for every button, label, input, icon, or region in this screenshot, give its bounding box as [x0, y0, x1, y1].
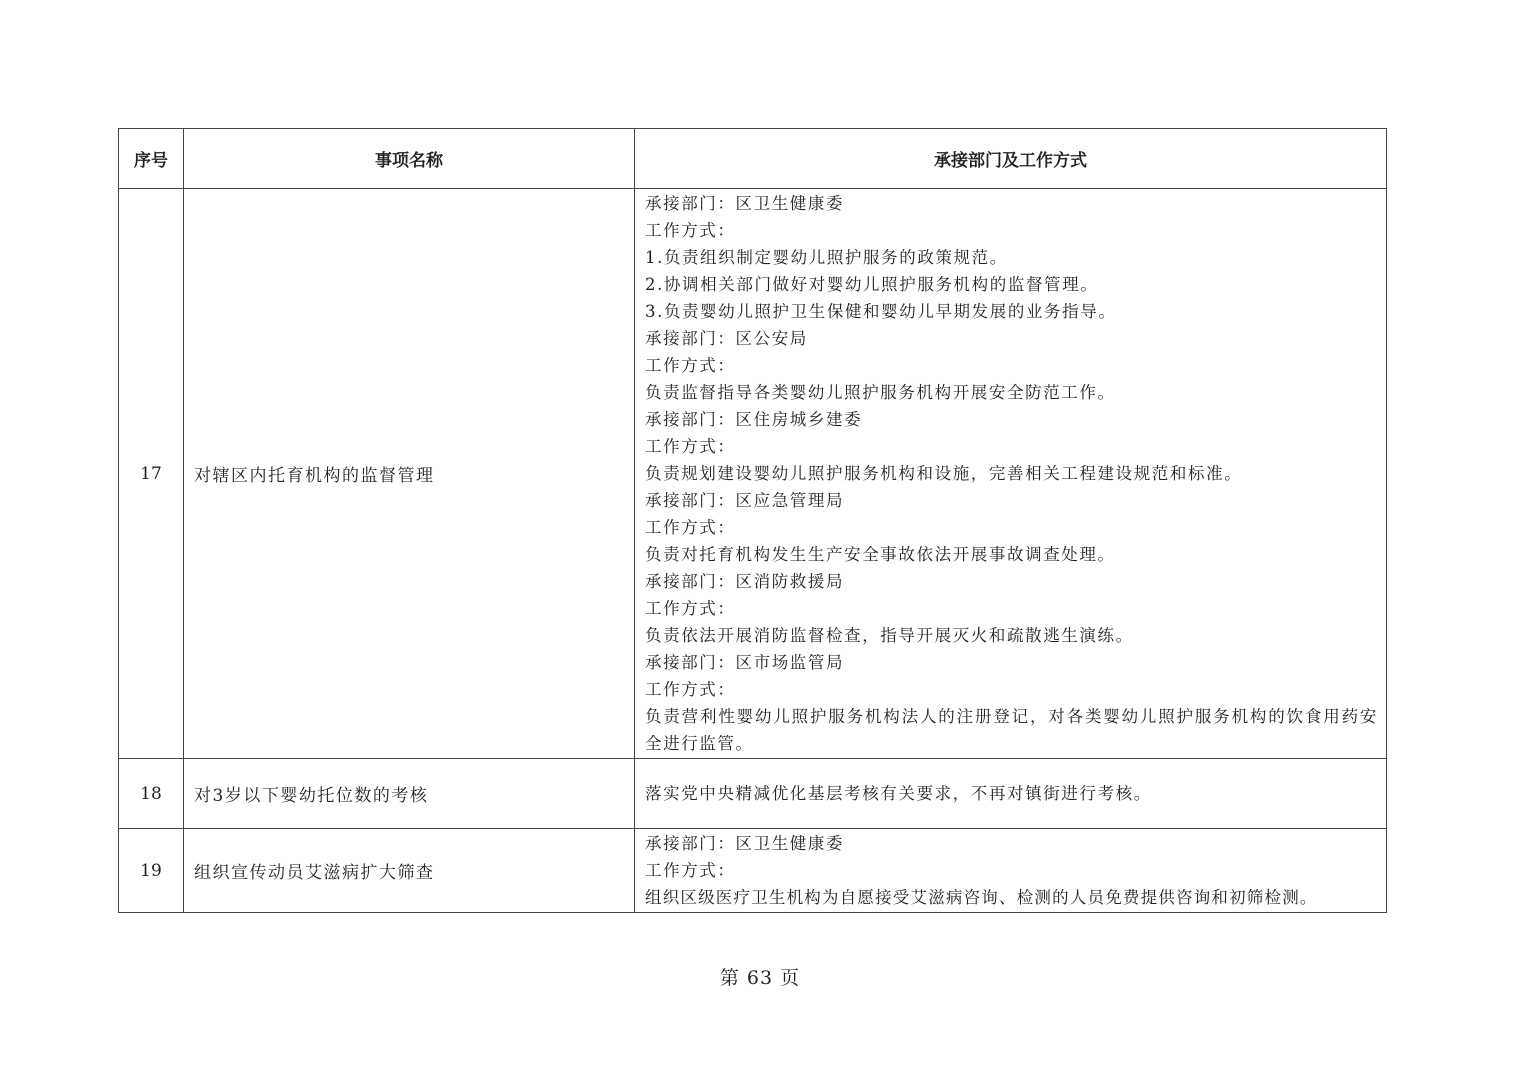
detail-line: 承接部门：区卫生健康委	[645, 194, 845, 213]
row-number: 18	[119, 759, 184, 829]
detail-line: 工作方式：	[645, 680, 736, 699]
table-header-row	[119, 129, 1387, 189]
table-row	[119, 829, 1387, 913]
detail-line: 工作方式：	[645, 437, 736, 456]
detail-line: 组织区级医疗卫生机构为自愿接受艾滋病咨询、检测的人员免费提供咨询和初筛检测。	[645, 888, 1318, 907]
detail-line: 负责对托育机构发生生产安全事故依法开展事故调查处理。	[645, 545, 1116, 564]
detail-line: 负责规划建设婴幼儿照护服务机构和设施，完善相关工程建设规范和标准。	[645, 464, 1243, 483]
header-detail: 承接部门及工作方式	[635, 129, 1387, 189]
detail-line: 工作方式：	[645, 861, 736, 880]
detail-line: 承接部门：区公安局	[645, 329, 808, 348]
detail-line: 承接部门：区消防救援局	[645, 572, 845, 591]
detail-line: 1.负责组织制定婴幼儿照护服务的政策规范。	[645, 248, 1008, 267]
table-row	[119, 759, 1387, 829]
row-number: 17	[119, 189, 184, 759]
header-name: 事项名称	[184, 129, 635, 189]
detail-line: 承接部门：区应急管理局	[645, 491, 845, 510]
detail-line: 负责营利性婴幼儿照护服务机构法人的注册登记，对各类婴幼儿照护服务机构的饮食用药安全进行监管。	[645, 707, 1378, 753]
detail-line: 工作方式：	[645, 518, 736, 537]
detail-line: 承接部门：区市场监管局	[645, 653, 845, 672]
row-matter-name: 对3岁以下婴幼托位数的考核	[184, 759, 635, 829]
row-matter-name: 组织宣传动员艾滋病扩大筛查	[184, 829, 635, 913]
detail-line: 承接部门：区卫生健康委	[645, 834, 845, 853]
row-detail	[635, 829, 1387, 913]
detail-line: 2.协调相关部门做好对婴幼儿照护服务机构的监督管理。	[645, 275, 1099, 294]
row-matter-name: 对辖区内托育机构的监督管理	[184, 189, 635, 759]
row-number: 19	[119, 829, 184, 913]
detail-line: 负责依法开展消防监督检查，指导开展灭火和疏散逃生演练。	[645, 626, 1134, 645]
detail-line: 3.负责婴幼儿照护卫生保健和婴幼儿早期发展的业务指导。	[645, 302, 1117, 321]
detail-line: 工作方式：	[645, 221, 736, 240]
detail-line: 工作方式：	[645, 599, 736, 618]
matters-table	[118, 128, 1387, 913]
detail-line: 落实党中央精减优化基层考核有关要求，不再对镇街进行考核。	[645, 784, 1152, 803]
detail-line: 承接部门：区住房城乡建委	[645, 410, 863, 429]
row-detail	[635, 759, 1387, 829]
row-detail	[635, 189, 1387, 759]
page-number: 第 63 页	[719, 967, 801, 989]
table-row	[119, 189, 1387, 759]
detail-line: 负责监督指导各类婴幼儿照护服务机构开展安全防范工作。	[645, 383, 1116, 402]
header-no: 序号	[119, 129, 184, 189]
detail-line: 工作方式：	[645, 356, 736, 375]
